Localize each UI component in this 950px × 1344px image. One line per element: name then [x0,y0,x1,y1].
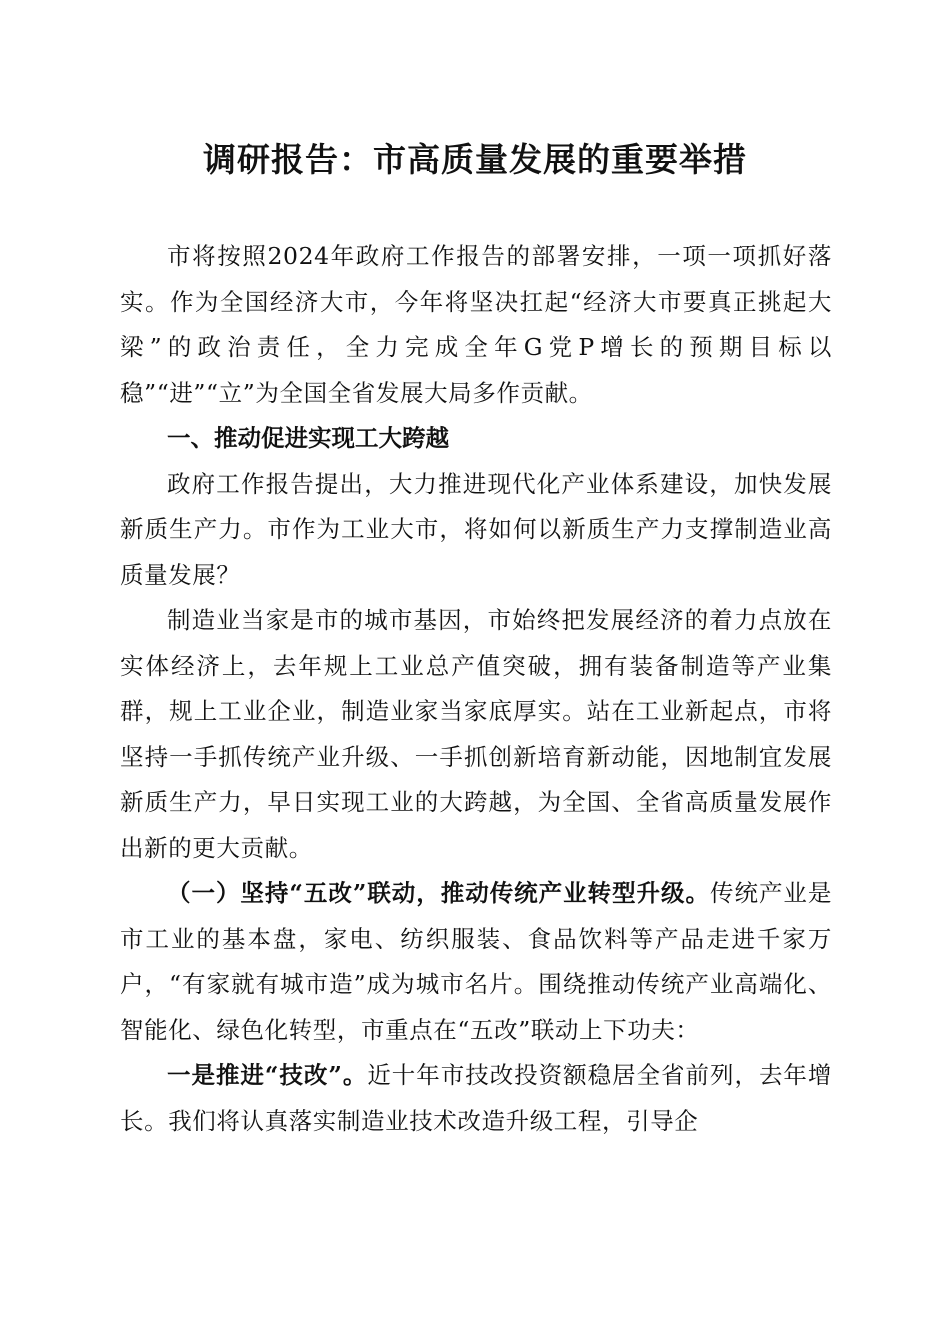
intro-paragraph: 市将按照2024年政府工作报告的部署安排，一项一项抓好落实。作为全国经济大市，今年将坚决扛起“经济大市要真正挑起大梁”的政治责任，全力完成全年G党P增长的预期目标以稳”“进”“立”为全国全省发展大局多作贡献。 [120,242,832,407]
paragraph-4-body: 近十年市技改投资额稳居全省前列，去年增长。我们将认真落实制造业技术改造升级工程，引导企 [120,1061,832,1135]
paragraph-3-body: 传统产业是市工业的基本盘，家电、纺织服装、食品饮料等产品走进千家万户，“有家就有城市造”成为城市名片。围绕推动传统产业高端化、智能化、绿色化转型，市重点在“五改”联动上下功夫： [120,879,833,1044]
paragraph-4 [120,1053,832,1144]
subsection-heading-1: （一）坚持“五改”联动，推动传统产业转型升级。 [167,879,710,907]
point-heading-1: 一是推进“技改”。 [167,1061,368,1089]
paragraph-3 [120,871,832,1053]
document-title: 调研报告：市高质量发展的重要举措 [203,140,747,179]
section-heading-1: 一、推动促进实现工大跨越 [167,424,449,452]
paragraph-1: 政府工作报告提出，大力推进现代化产业体系建设，加快发展新质生产力。市作为工业大市，将如何以新质生产力支撑制造业高质量发展？ [120,469,832,589]
document-body [120,234,832,1144]
paragraph-2: 制造业当家是市的城市基因，市始终把发展经济的着力点放在实体经济上，去年规上工业总产值突破，拥有装备制造等产业集群，规上工业企业，制造业家当家底厚实。站在工业新起点，市将坚持一手抓传统产业升级、一手抓创新培育新动能，因地制宜发展新质生产力，早日实现工业的大跨越，为全国、全省高质量发展作出新的更大贡献。 [120,606,832,862]
